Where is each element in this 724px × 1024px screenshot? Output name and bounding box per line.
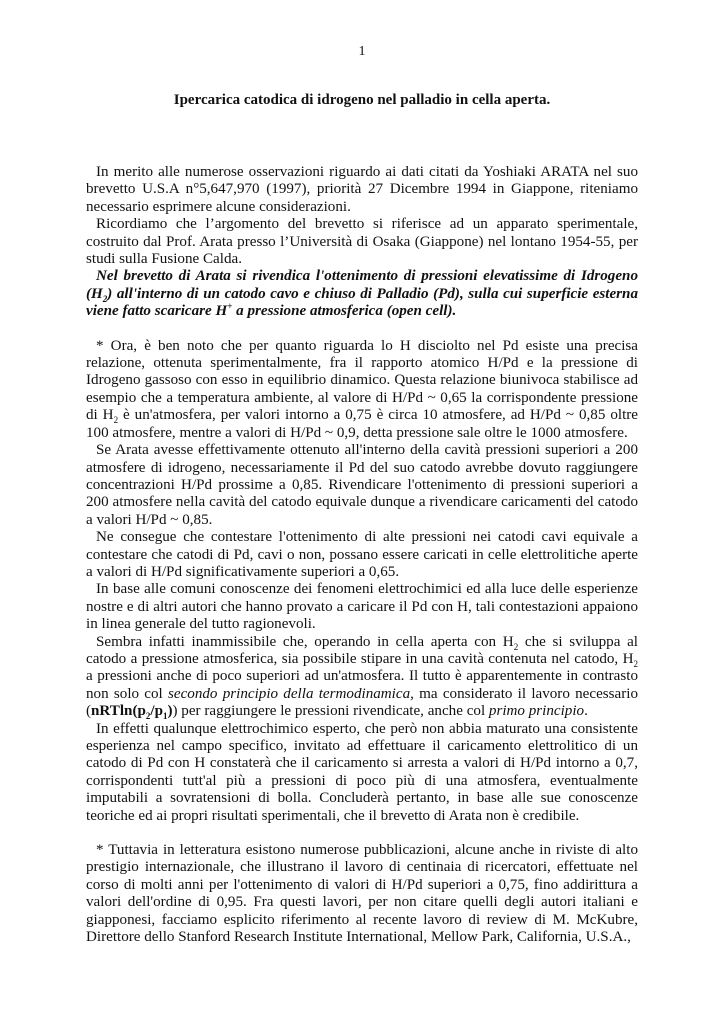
paragraph-6: Ne consegue che contestare l'ottenimento di alte pressioni nei catodi cavi equivale a contestare che catodi di Pd, cavi o non, possano essere caricati in celle elettrolitiche aperte a valori di H/Pd significativamente superiori a 0,65. [86, 529, 638, 580]
emphasis-first-principle: primo principio [488, 703, 585, 720]
paragraph-8: Sembra infatti inammissibile che, operando in cella aperta con $H_2$ che si sviluppa al catodo a pressione atmosferica, sia possibile stipare in una cavità contenuta nel catodo, $H_2$ a pressioni anche di poco superiori ad un'atmosfera. Il tutto è apparentemente in contrasto non solo col secondo principio della termodinamica, ma considerato il lavoro necessario $(nRTln(p_2/p_1))$ per raggiungere le pressioni rivendicate, anche col primo principio. [86, 633, 638, 722]
work-formula: $nRTln(p_2/p_1)$ [91, 703, 173, 722]
paragraph-5: Se Arata avesse effettivamente ottenuto all'interno della cavità pressioni superiori a 200 atmosfere di idrogeno, necessariamente il Pd del suo catodo avrebbe dovuto raggiungere concentrazioni H/Pd prossime a 0,85. Rivendicare l'ottenimento di pressioni superiori a 200 atmosfere nella cavità del catodo equivale dunque a rivendicare caricamenti del catodo a valori H/Pd ~ 0,85. [86, 442, 638, 528]
paragraph-3 [86, 268, 638, 320]
document-title: Ipercarica catodica di idrogeno nel palladio in cella aperta. [173, 92, 551, 108]
paragraph-10: * Tuttavia in letteratura esistono numerose pubblicazioni, alcune anche in riviste di alto prestigio internazionale, che illustrano il lavoro di centinaia di ricercatori, effettuate nel corso di molti anni per l'ottenimento di valori di H/Pd superiori a 0,75, fino addirittura a valori dell'ordine di 0,95. Fra questi lavori, per non citare quelli degli autori italiani e giapponesi, facciamo esplicito riferimento al recente lavoro di review di M. McKubre, Direttore dello Stanford Research Institute International, Mellow Park, California, U.S.A., [86, 842, 638, 946]
document-body [86, 144, 638, 946]
paragraph-1: In merito alle numerose osservazioni riguardo ai dati citati da Yoshiaki ARATA nel suo brevetto U.S.A n°5,647,970 (1997), priorità 27 Dicembre 1994 in Giappone, riteniamo necessario esprimere alcune considerazioni. [86, 164, 638, 215]
paragraph-4: * Ora, è ben noto che per quanto riguarda lo H disciolto nel Pd esiste una precisa relazione, ottenuta sperimentalmente, fra il rapporto atomico H/Pd e la pressione di Idrogeno gassoso con esso in equilibrio dinamico. Questa relazione biunivoca stabilisce ad esempio che a temperatura ambiente, al valore di H/Pd ~ 0,65 la corrispondente pressione di $H_2$ è un'atmosfera, per valori intorno a 0,75 è circa 10 atmosfere, ad H/Pd ~ 0,85 oltre 100 atmosfere, mentre a valori di H/Pd ~ 0,9, detta pressione sale oltre le 1000 atmosfere. [86, 337, 638, 441]
paragraph-7: In base alle comuni conoscenze dei fenomeni elettrochimici ed alla luce delle esperienze nostre e di altri autori che hanno provato a caricare il Pd con H, tali contestazioni appaiono in linea generale del tutto ragionevoli. [86, 581, 638, 633]
paragraph-9: In effetti qualunque elettrochimico esperto, che però non abbia maturato una consistente esperienza nel campo specifico, invitato ad effettuare il caricamento elettrolitico di un catodo di Pd con H constaterà che il caricamento si arresta a valori di H/Pd intorno a 0,7, corrispondenti tutt'al più a pressioni di poco più di una atmosfera, eventualmente imputabili a sovratensioni di bolla. Concluderà pertanto, in base alle sue conoscenze teoriche ed ai propri risultati sperimentali, che il brevetto di Arata non è credibile. [86, 720, 638, 824]
page-number: 1 [358, 44, 366, 59]
paragraph-2: Ricordiamo che l’argomento del brevetto si riferisce ad un apparato sperimentale, costruito dal Prof. Arata presso l’Università di Osaka (Giappone) nel lontano 1954-55, per studi sulla Fusione Calda. [86, 216, 638, 268]
patent-claim: Nel brevetto di Arata si rivendica l'ottenimento di pressioni elevatissime di Idrogeno $(H_2)$ all'interno di un catodo cavo e chiuso di Palladio (Pd), sulla cui superficie esterna viene fatto scaricare H+ a pressione atmosferica (open cell). [86, 268, 638, 320]
emphasis-second-principle: secondo principio della termodinamica [168, 685, 411, 702]
